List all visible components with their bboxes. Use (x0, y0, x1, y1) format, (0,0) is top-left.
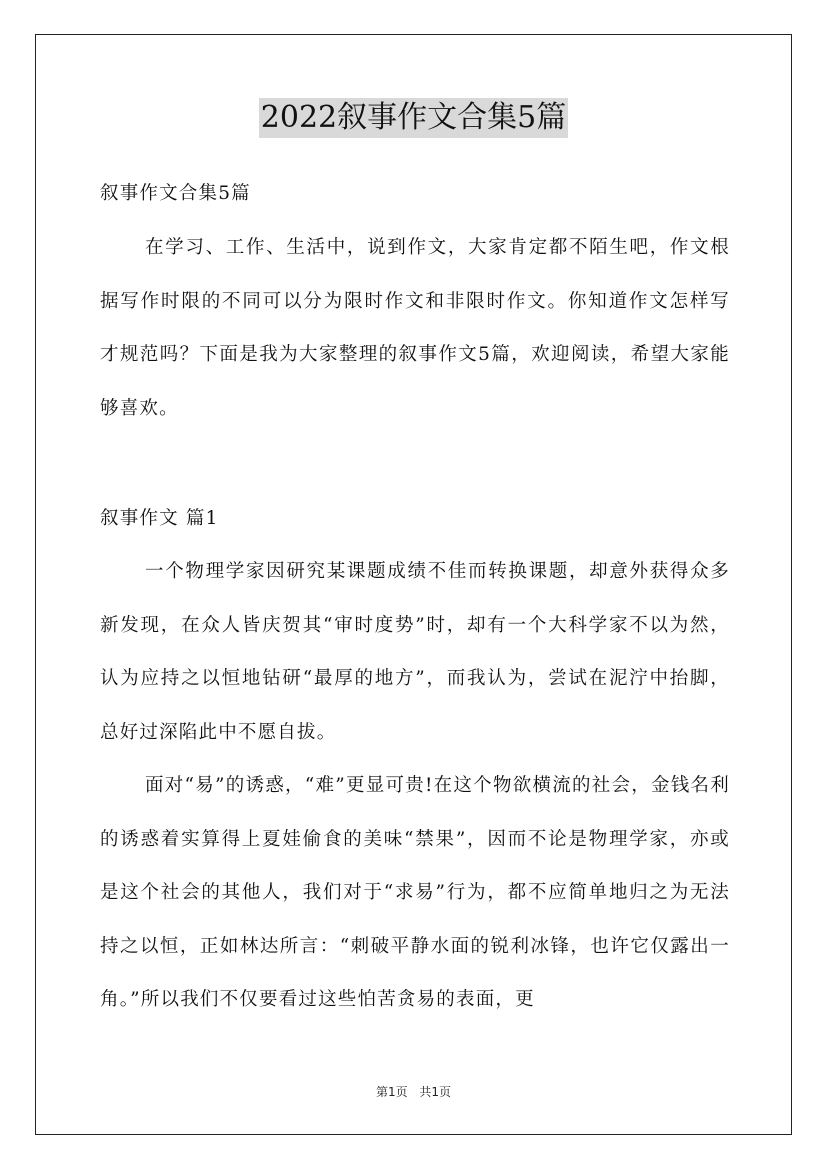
intro-paragraph: 在学习、工作、生活中，说到作文，大家肯定都不陌生吧，作文根据写作时限的不同可以分为限时作文和非限时作文。你知道作文怎样写才规范吗？下面是我为大家整理的叙事作文5篇，欢迎阅读，希望大家能够喜欢。 (100, 237, 730, 419)
subtitle-heading: 叙事作文合集5篇 (100, 183, 251, 204)
document-title: 2022叙事作文合集5篇 (259, 98, 568, 138)
page-footer (0, 1083, 827, 1101)
body-paragraph-1: 一个物理学家因研究某课题成绩不佳而转换课题，却意外获得众多新发现，在众人皆庆贺其“审时度势”时，却有一个大科学家不以为然，认为应持之以恒地钻研“最厚的地方”，而我认为，尝试在泥泞中抬脚，总好过深陷此中不愿自拔。 (100, 561, 730, 743)
body-paragraph-2: 面对“易”的诱惑，“难”更显可贵!在这个物欲横流的社会，金钱名利的诱惑着实算得上夏娃偷食的美味“禁果”，因而不论是物理学家，亦或是这个社会的其他人，我们对于“求易”行为，都不应简单地归之为无法持之以恒，正如林达所言：“刺破平静水面的锐利冰锋，也许它仅露出一角。”所以我们不仅要看过这些怕苦贪易的表面，更 (100, 775, 730, 1010)
section-heading: 叙事作文 篇1 (100, 508, 219, 529)
page-total: 共1页 (419, 1085, 452, 1099)
page-number: 第1页 (375, 1085, 408, 1099)
title-container (0, 98, 827, 138)
